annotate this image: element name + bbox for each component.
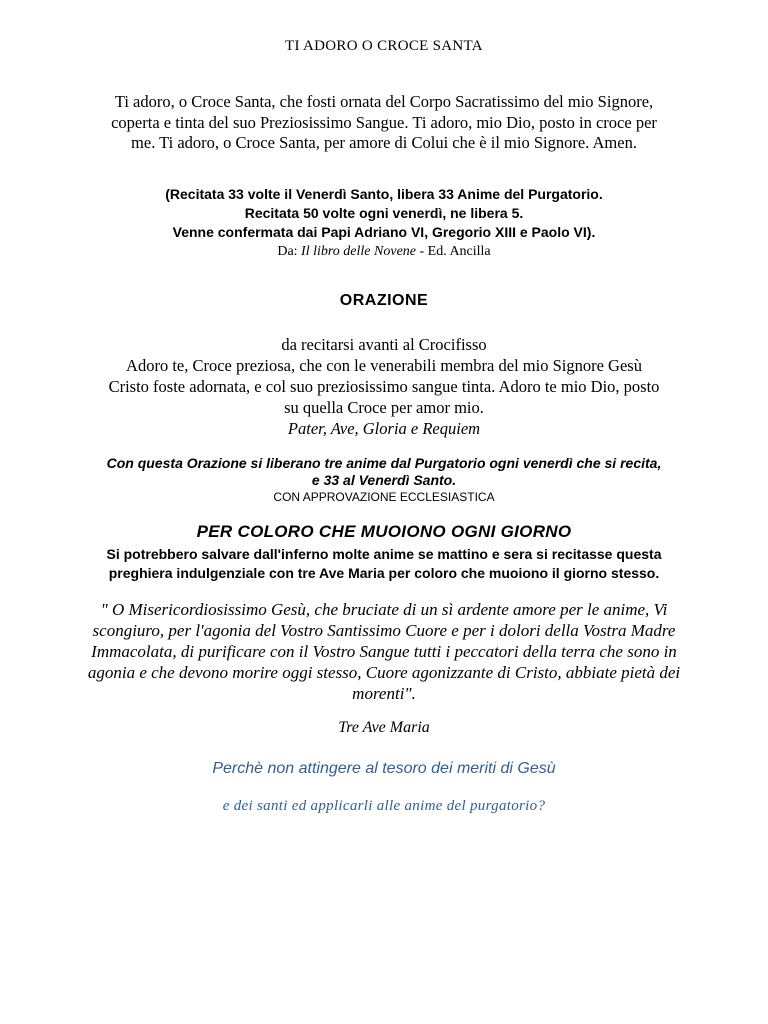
- quote-line: " O Misericordiosissimo Gesù, che bruciate di un sì ardente amore per le anime, Vi: [100, 600, 668, 619]
- orazione-line: da recitarsi avanti al Crocifisso: [281, 335, 487, 354]
- source-book: Il libro delle Novene: [301, 244, 416, 259]
- intro-prayer: [0, 92, 768, 154]
- orazione-line: Adoro te, Croce preziosa, che con le venerabili membra del mio Signore Gesù: [126, 356, 642, 375]
- dying-intro: [0, 545, 768, 583]
- orazione-line: su quella Croce per amor mio.: [284, 398, 484, 417]
- liberation-line: e 33 al Venerdì Santo.: [311, 472, 457, 488]
- recitation-line: Recitata 50 volte ogni venerdì, ne libera 5.: [244, 205, 524, 221]
- orazione-text: [0, 334, 768, 439]
- liberation-note: [0, 455, 768, 506]
- question-line-2: e dei santi ed applicarli alle anime del purgatorio?: [222, 798, 546, 814]
- quote-line: scongiuro, per l'agonia del Vostro Santissimo Cuore e per i dolori della Vostra Madre: [92, 621, 676, 640]
- intro-line: coperta e tinta del suo Preziosissimo Sangue. Ti adoro, mio Dio, posto in croce per: [111, 112, 657, 132]
- dying-quote: [0, 599, 768, 704]
- question-line-1: Perchè non attingere al tesoro dei meriti di Gesù: [212, 760, 556, 777]
- quote-line: agonia e che devono morire oggi stesso, Cuore agonizzante di Cristo, abbiate pietà dei: [87, 663, 681, 682]
- dying-line: Si potrebbero salvare dall'inferno molte anime se mattino e sera si recitasse questa: [106, 546, 662, 562]
- source-prefix: Da:: [277, 244, 302, 259]
- orazione-heading: ORAZIONE: [339, 292, 429, 309]
- recitation-note: [0, 185, 768, 261]
- orazione-line: Cristo foste adornata, e col suo preziosissimo sangue tinta. Adoro te mio Dio, posto: [108, 377, 660, 396]
- dying-line: preghiera indulgenziale con tre Ave Maria per coloro che muoiono il giorno stesso.: [108, 565, 660, 581]
- quote-line: morenti".: [352, 684, 416, 703]
- orazione-prayers: Pater, Ave, Gloria e Requiem: [287, 419, 481, 438]
- closing-prayer: Tre Ave Maria: [338, 719, 430, 736]
- quote-line: Immacolata, di purificare con il Vostro Sangue tutti i peccatori della terra che sono in: [91, 642, 677, 661]
- source-suffix: - Ed. Ancilla: [416, 244, 491, 259]
- intro-line: me. Ti adoro, o Croce Santa, per amore di Colui che è il mio Signore. Amen.: [131, 133, 637, 152]
- document-title: TI ADORO O CROCE SANTA: [285, 38, 483, 54]
- recitation-line: Venne confermata dai Papi Adriano VI, Gregorio XIII e Paolo VI).: [172, 224, 596, 240]
- liberation-line: Con questa Orazione si liberano tre anime dal Purgatorio ogni venerdì che si recita,: [106, 455, 662, 471]
- approval-note: CON APPROVAZIONE ECCLESIASTICA: [273, 490, 495, 504]
- source-citation: [0, 242, 768, 261]
- intro-line: Ti adoro, o Croce Santa, che fosti ornata del Corpo Sacratissimo del mio Signore,: [114, 92, 654, 111]
- recitation-line: (Recitata 33 volte il Venerdì Santo, libera 33 Anime del Purgatorio.: [165, 186, 603, 202]
- dying-heading: PER COLORO CHE MUOIONO OGNI GIORNO: [196, 522, 572, 541]
